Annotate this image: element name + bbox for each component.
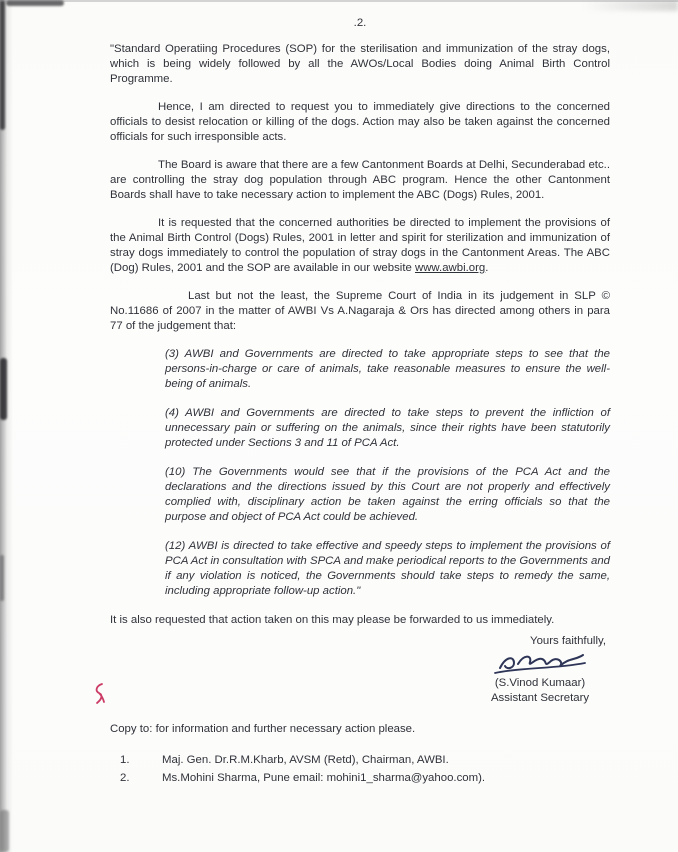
closing-request: It is also requested that action taken on this may please be forwarded to us immediately. xyxy=(110,614,555,626)
paragraph-sop: "Standard Operatiing Procedures (SOP) for the sterilisation and immunization of the stray dogs, which is being widely followed by all the AWOs/Local Bodies doing Animal Birth Control Programme. xyxy=(110,43,610,85)
judgement-quote-4: (4) AWBI and Governments are directed to take steps to prevent the infliction of unnecessary pain or suffering on the animals, since their rights have been statutorily protected under Sections 3 and 11 of PCA Act. xyxy=(165,407,610,449)
signature-block xyxy=(470,634,610,706)
scan-artifact-blob xyxy=(0,555,4,601)
judgement-quote-10: (10) The Governments would see that if the provisions of the PCA Act and the declarations and the directions issued by this Court are not properly and effectively complied with, disciplinary action be taken against the erring officials so that the purpose and object of PCA Act could be achieved. xyxy=(165,466,610,523)
page-number: .2. xyxy=(353,17,367,29)
paragraph-cantonment-boards: The Board is aware that there are a few Cantonment Boards at Delhi, Secunderabad etc.. are controlling the stray dog population through ABC program. Hence the other Cantonment Boards shall have to take necessary action to implement the ABC (Dogs) Rules, 2001. xyxy=(110,159,610,201)
scan-artifact-blob xyxy=(0,0,5,130)
paragraph-supreme-court: Last but not the least, the Supreme Court of India in its judgement in SLP © No.11686 of 2007 in the matter of AWBI Vs A.Nagaraja & Ors has directed among others in para 77 of the judgement that: xyxy=(110,290,610,332)
copy-item-number: 2. xyxy=(120,772,130,784)
copy-list-item xyxy=(120,771,610,786)
paragraph-abc-rules xyxy=(110,216,610,276)
awbi-website-link: www.awbi.org xyxy=(414,262,486,274)
copy-to-list xyxy=(120,753,610,786)
signatory-name: (S.Vinod Kumaar) xyxy=(494,677,586,689)
copy-to-line: Copy to: for information and further necessary action please. xyxy=(110,723,416,735)
signature-scribble xyxy=(492,650,588,676)
copy-item-text: Ms.Mohini Sharma, Pune email: mohini1_sharma@yahoo.com). xyxy=(162,772,486,784)
valediction: Yours faithfully, xyxy=(530,635,606,647)
judgement-quote-12: (12) AWBI is directed to take effective and speedy steps to implement the provisions of PCA Act in consultation with SPCA and make periodical reports to the Governments and if any violation is noticed, the Governments should take steps to remedy the same, including appropriate follow-up action." xyxy=(165,540,610,597)
signatory-title: Assistant Secretary xyxy=(490,692,590,704)
scan-smudge-top-right xyxy=(583,0,678,11)
scan-artifact-blob xyxy=(0,810,9,852)
scan-edge-artifact-top xyxy=(0,0,678,2)
copy-item-text: Maj. Gen. Dr.R.M.Kharb, AVSM (Retd), Chairman, AWBI. xyxy=(162,754,449,766)
paragraph-abc-rules-text: It is requested that the concerned authorities be directed to implement the provisions of the Animal Birth Control (Dogs) Rules, 2001 in letter and spirit for sterilization and immunization of stray dogs immediately to control the population of stray dogs in the Cantonment Areas. The ABC (Dog) Rules, 2001 and the SOP are available in our website xyxy=(110,217,610,274)
scan-artifact-blob xyxy=(0,358,7,420)
paragraph-abc-rules-tail: . xyxy=(485,262,489,274)
red-pen-mark xyxy=(92,682,108,706)
copy-item-number: 1. xyxy=(120,754,130,766)
copy-list-item xyxy=(120,753,610,768)
paragraph-hence-request: Hence, I am directed to request you to immediately give directions to the concerned officials to desist relocation or killing of the dogs. Action may also be taken against the concerned officials for such irresponsible acts. xyxy=(110,101,610,143)
letter-body xyxy=(110,16,610,789)
judgement-quote-3: (3) AWBI and Governments are directed to take appropriate steps to see that the persons-in-charge or care of animals, take reasonable measures to ensure the well-being of animals. xyxy=(165,348,610,390)
